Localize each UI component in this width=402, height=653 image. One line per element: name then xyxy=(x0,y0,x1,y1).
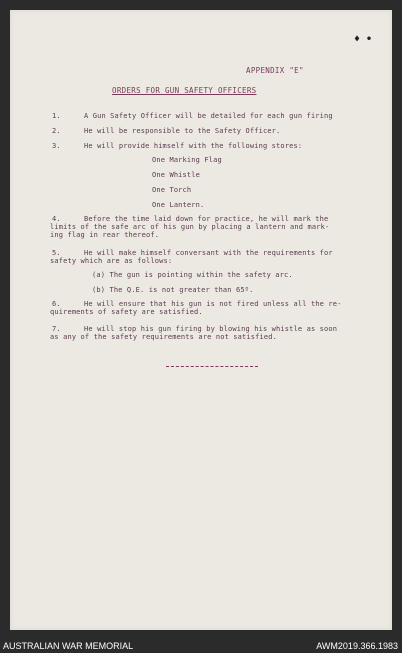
item-6-line-2: quirements of safety are satisfied. xyxy=(50,308,203,316)
store-lantern: One Lantern. xyxy=(152,201,205,209)
document-title: ORDERS FOR GUN SAFETY OFFICERS xyxy=(112,86,257,95)
item-3-number: 3. xyxy=(52,142,61,150)
item-7-line-2: as any of the safety requirements are not satisfied. xyxy=(50,333,277,341)
item-4-line-2: limits of the safe arc of his gun by placing a lantern and mark- xyxy=(50,223,330,231)
store-marking-flag: One Marking Flag xyxy=(152,156,222,164)
appendix-label: APPENDIX "E" xyxy=(246,66,304,75)
item-1-line-1: A Gun Safety Officer will be detailed for each gun firing xyxy=(84,112,333,120)
item-5-line-1: He will make himself conversant with the requirements for xyxy=(84,249,333,257)
item-7-line-1: He will stop his gun firing by blowing his whistle as soon xyxy=(84,325,338,333)
item-6-number: 6. xyxy=(52,300,61,308)
footer-institution: AUSTRALIAN WAR MEMORIAL xyxy=(3,641,134,651)
item-7-number: 7. xyxy=(52,325,61,333)
item-4-number: 4. xyxy=(52,215,61,223)
store-whistle: One Whistle xyxy=(152,171,201,179)
item-4-line-3: ing flag in rear thereof. xyxy=(50,231,160,239)
document-page xyxy=(10,10,392,630)
requirement-b: (b) The Q.E. is not greater than 65º. xyxy=(92,286,254,294)
item-4-line-1: Before the time laid down for practice, he will mark the xyxy=(84,215,329,223)
footer-reference: AWM2019.366.1983 xyxy=(316,641,398,651)
item-6-line-1: He will ensure that his gun is not fired unless all the re- xyxy=(84,300,342,308)
corner-marks: ♦ • xyxy=(354,34,373,45)
closing-rule xyxy=(166,366,258,367)
requirement-a: (a) The gun is pointing within the safety arc. xyxy=(92,271,293,279)
item-1-number: 1. xyxy=(52,112,61,120)
item-5-number: 5. xyxy=(52,249,61,257)
item-2-number: 2. xyxy=(52,127,61,135)
item-3-line-1: He will provide himself with the following stores: xyxy=(84,142,303,150)
item-2-line-1: He will be responsible to the Safety Officer. xyxy=(84,127,281,135)
item-5-line-2: safety which are as follows: xyxy=(50,257,173,265)
store-torch: One Torch xyxy=(152,186,192,194)
